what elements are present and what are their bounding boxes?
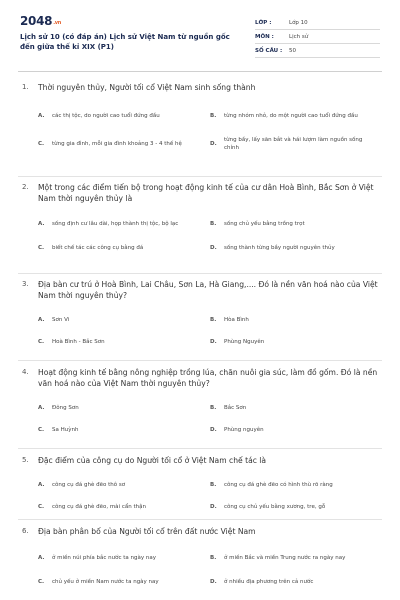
question-header (0, 78, 400, 93)
option-b[interactable] (210, 316, 382, 325)
question-number: 6. (22, 527, 29, 535)
option-a[interactable] (38, 316, 210, 325)
question-6 (0, 520, 400, 600)
option-c[interactable] (38, 244, 210, 253)
option-letter: C. (38, 141, 45, 147)
question-4 (0, 361, 400, 448)
option-text: ở nhiều địa phương trên cả nước (224, 578, 314, 585)
option-letter: C. (38, 339, 45, 345)
option-a[interactable] (38, 404, 210, 413)
option-text: Bắc Sơn (224, 404, 247, 411)
option-text: từng nhóm nhỏ, do một người cao tuổi đứng đầu (224, 112, 358, 119)
options-row (38, 496, 382, 518)
options-row (38, 571, 382, 593)
options-row (38, 211, 382, 237)
logo-suffix: .vn (53, 20, 62, 26)
option-a[interactable] (38, 220, 210, 229)
options-row (38, 397, 382, 419)
option-letter: D. (210, 504, 217, 510)
question-list (0, 78, 400, 600)
meta-info (255, 16, 380, 58)
question-text: Một trong các điểm tiến bộ trong hoạt động kinh tế của cư dân Hoà Bình, Bắc Sơn ở Việt Nam thời nguyên thủy là (38, 183, 374, 203)
option-letter: D. (210, 427, 217, 433)
question-text: Địa bàn cư trú ở Hoà Bình, Lai Châu, Sơn La, Hà Giang,.... Đó là nền văn hoá nào của Việt Nam thời nguyên thủy? (38, 280, 378, 300)
option-text: Phùng nguyên (224, 426, 264, 433)
site-logo[interactable] (20, 14, 61, 28)
question-text: Đặc điểm của công cụ do Người tối cổ ở Việt Nam chế tác là (38, 456, 267, 465)
option-text: sống chủ yếu bằng trồng trọt (224, 220, 305, 227)
answer-options (38, 309, 382, 353)
option-text: công cụ chủ yếu bằng xương, tre, gỗ (224, 503, 326, 510)
options-row (38, 130, 382, 158)
option-a[interactable] (38, 481, 210, 490)
option-text: Sơn Vi (52, 316, 70, 323)
answer-options (38, 102, 382, 158)
option-letter: C. (38, 579, 45, 585)
question-text: Thời nguyên thủy, Người tối cổ Việt Nam sinh sống thành (38, 83, 256, 92)
option-letter: B. (210, 482, 217, 488)
meta-value: Lịch sử (289, 33, 309, 40)
option-letter: A. (38, 555, 45, 561)
option-a[interactable] (38, 112, 210, 121)
option-d[interactable] (210, 244, 382, 253)
option-letter: A. (38, 482, 45, 488)
option-d[interactable] (210, 503, 382, 512)
option-letter: D. (210, 579, 217, 585)
option-text: từng bầy, lấy săn bắt và hái lượm làm nguồn sống chính (224, 136, 363, 151)
option-text: công cụ đá ghè đẽo có hình thù rõ ràng (224, 481, 333, 488)
options-row (38, 102, 382, 130)
option-text: từng gia đình, mỗi gia đình khoảng 3 - 4 thế hệ (52, 140, 182, 147)
meta-row-count (255, 44, 380, 58)
options-row (38, 237, 382, 259)
option-letter: C. (38, 504, 45, 510)
option-text: Sa Huỳnh (52, 426, 79, 433)
option-a[interactable] (38, 554, 210, 563)
option-b[interactable] (210, 404, 382, 413)
question-number: 3. (22, 280, 29, 288)
option-b[interactable] (210, 112, 382, 121)
question-text: Hoạt động kinh tế bằng nông nghiệp trồng lúa, chăn nuôi gia súc, làm đồ gốm. Đó là nền văn hoá nào của Việt Nam thời nguyên thủy? (38, 368, 378, 388)
meta-row-subject (255, 30, 380, 44)
option-d[interactable] (210, 578, 382, 587)
logo-main: 2048 (20, 14, 53, 28)
option-letter: B. (210, 317, 217, 323)
question-header (0, 177, 400, 204)
option-letter: D. (210, 141, 217, 147)
question-number: 1. (22, 83, 29, 91)
question-number: 2. (22, 183, 29, 191)
option-letter: A. (38, 221, 45, 227)
options-row (38, 419, 382, 441)
meta-row-class (255, 16, 380, 30)
option-text: Hòa Bình (224, 316, 249, 323)
question-header (0, 274, 400, 301)
option-d[interactable] (210, 136, 382, 153)
option-text: biết chế tác các công cụ bằng đá (52, 244, 144, 251)
option-text: sống thành từng bầy người nguyên thủy (224, 244, 335, 251)
option-d[interactable] (210, 426, 382, 435)
options-row (38, 331, 382, 353)
meta-value: 50 (289, 47, 296, 54)
options-row (38, 309, 382, 331)
option-text: ở miền Bắc và miền Trung nước ra ngày nay (224, 554, 346, 561)
option-letter: B. (210, 405, 217, 411)
option-c[interactable] (38, 578, 210, 587)
option-text: ở miền núi phía bắc nước ta ngày nay (52, 554, 156, 561)
option-letter: B. (210, 555, 217, 561)
answer-options (38, 545, 382, 593)
option-c[interactable] (38, 426, 210, 435)
question-header (0, 520, 400, 537)
question-3 (0, 274, 400, 360)
option-letter: D. (210, 245, 217, 251)
answer-options (38, 397, 382, 441)
question-header (0, 361, 400, 389)
meta-key: SỐ CÂU : (255, 47, 283, 54)
option-letter: C. (38, 427, 45, 433)
option-b[interactable] (210, 554, 382, 563)
option-letter: B. (210, 113, 217, 119)
options-row (38, 545, 382, 571)
option-b[interactable] (210, 481, 382, 490)
header-divider (18, 71, 382, 72)
option-text: Đông Sơn (52, 404, 79, 411)
option-text: Phùng Nguyên (224, 338, 265, 345)
meta-key: MÔN : (255, 33, 274, 40)
option-letter: A. (38, 405, 45, 411)
question-number: 5. (22, 456, 29, 464)
option-text: Hoà Bình - Bắc Sơn (52, 338, 105, 345)
option-b[interactable] (210, 220, 382, 229)
meta-key: LỚP : (255, 19, 272, 26)
option-d[interactable] (210, 338, 382, 347)
question-2 (0, 177, 400, 273)
question-text: Địa bàn phân bố của Người tối cổ trên đất nước Việt Nam (38, 527, 256, 536)
option-letter: B. (210, 221, 217, 227)
option-text: công cụ đá ghè đẽo thô sơ (52, 481, 126, 488)
option-text: sống định cư lâu dài, họp thành thị tộc, bộ lạc (52, 220, 179, 227)
question-1 (0, 78, 400, 176)
option-text: công cụ đá ghè đẽo, mài cẩn thận (52, 503, 146, 510)
options-row (38, 474, 382, 496)
option-letter: A. (38, 317, 45, 323)
option-text: chủ yếu ở miền Nam nước ta ngày nay (52, 578, 159, 585)
answer-options (38, 474, 382, 518)
option-c[interactable] (38, 338, 210, 347)
option-c[interactable] (38, 503, 210, 512)
option-letter: A. (38, 113, 45, 119)
answer-options (38, 211, 382, 259)
option-letter: C. (38, 245, 45, 251)
option-text: các thị tộc, do người cao tuổi đứng đầu (52, 112, 160, 119)
option-letter: D. (210, 339, 217, 345)
question-number: 4. (22, 368, 29, 376)
page-header (20, 14, 380, 64)
meta-value: Lớp 10 (289, 19, 308, 26)
question-header (0, 449, 400, 466)
page-title: Lịch sử 10 (có đáp án) Lịch sử Việt Nam từ nguồn gốc đến giữa thế kỉ XIX (P1) (20, 33, 230, 51)
question-5 (0, 449, 400, 519)
option-c[interactable] (38, 140, 210, 149)
